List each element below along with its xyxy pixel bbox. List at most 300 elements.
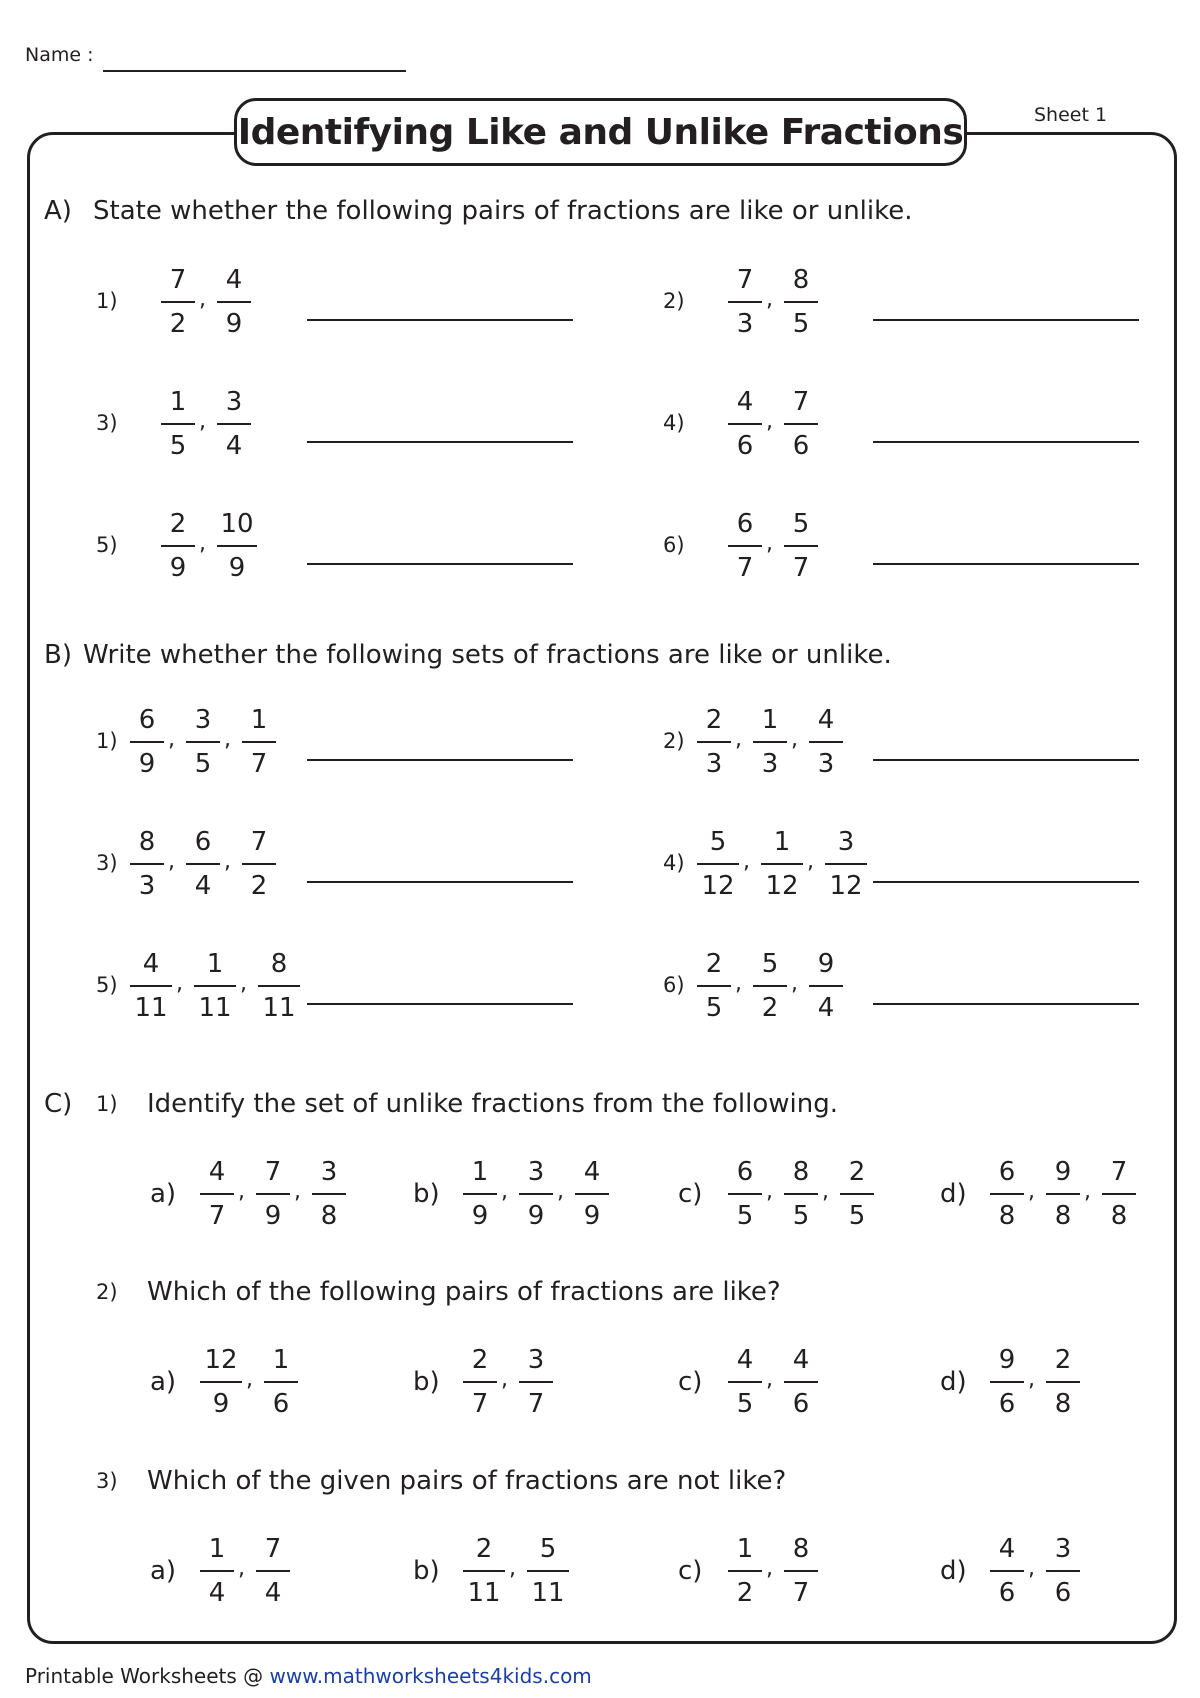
question-number: 1) <box>96 729 118 753</box>
fraction-bar <box>242 741 276 743</box>
comma: , <box>557 1179 564 1204</box>
denominator: 4 <box>194 871 212 901</box>
fraction-bar <box>809 741 843 743</box>
comma: , <box>1028 1179 1035 1204</box>
fraction <box>784 1157 818 1231</box>
fraction-bar <box>784 301 818 303</box>
comma: , <box>168 849 175 874</box>
denominator: 7 <box>208 1201 226 1231</box>
fraction-bar <box>200 1570 234 1572</box>
fraction <box>753 705 787 779</box>
denominator: 9 <box>212 1389 230 1419</box>
numerator: 1 <box>272 1345 290 1375</box>
footer <box>25 1664 592 1688</box>
fraction <box>1046 1157 1080 1231</box>
denominator: 3 <box>761 749 779 779</box>
comma: , <box>791 727 798 752</box>
numerator: 3 <box>837 827 855 857</box>
option-letter[interactable]: a) <box>150 1367 177 1397</box>
numerator: 4 <box>736 387 754 417</box>
comma: , <box>766 1556 773 1581</box>
fraction <box>527 1534 569 1608</box>
denominator: 8 <box>1054 1201 1072 1231</box>
numerator: 7 <box>792 387 810 417</box>
name-field[interactable] <box>103 70 406 72</box>
denominator: 7 <box>527 1389 545 1419</box>
fraction <box>753 949 787 1023</box>
option-letter[interactable]: d) <box>940 1556 967 1586</box>
numerator: 10 <box>220 509 254 539</box>
numerator: 1 <box>773 827 791 857</box>
fraction-bar <box>527 1570 569 1572</box>
numerator: 6 <box>736 1157 754 1187</box>
answer-line[interactable] <box>307 563 573 565</box>
numerator: 8 <box>270 949 288 979</box>
denominator: 5 <box>705 993 723 1023</box>
numerator: 6 <box>736 509 754 539</box>
denominator: 3 <box>817 749 835 779</box>
fraction-bar <box>217 545 257 547</box>
fraction <box>809 705 843 779</box>
numerator: 1 <box>250 705 268 735</box>
answer-line[interactable] <box>307 759 573 761</box>
fraction <box>186 705 220 779</box>
numerator: 8 <box>792 1157 810 1187</box>
numerator: 3 <box>320 1157 338 1187</box>
fraction <box>194 949 236 1023</box>
fraction <box>161 265 195 339</box>
answer-line[interactable] <box>873 759 1139 761</box>
numerator: 4 <box>225 265 243 295</box>
denominator: 6 <box>998 1578 1016 1608</box>
numerator: 7 <box>169 265 187 295</box>
fraction-bar <box>200 1193 234 1195</box>
comma: , <box>766 409 773 434</box>
fraction <box>217 265 251 339</box>
fraction <box>200 1534 234 1608</box>
fraction-bar <box>256 1193 290 1195</box>
denominator: 2 <box>761 993 779 1023</box>
fraction <box>809 949 843 1023</box>
denominator: 4 <box>817 993 835 1023</box>
fraction-bar <box>1046 1193 1080 1195</box>
denominator: 4 <box>225 431 243 461</box>
option-letter[interactable]: c) <box>678 1367 703 1397</box>
numerator: 4 <box>208 1157 226 1187</box>
denominator: 3 <box>705 749 723 779</box>
numerator: 4 <box>583 1157 601 1187</box>
numerator: 7 <box>264 1157 282 1187</box>
fraction <box>463 1345 497 1419</box>
question-number: 2) <box>663 289 685 313</box>
numerator: 3 <box>1054 1534 1072 1564</box>
fraction-bar <box>463 1570 505 1572</box>
fraction-bar <box>840 1193 874 1195</box>
answer-line[interactable] <box>873 1003 1139 1005</box>
denominator: 11 <box>531 1578 565 1608</box>
numerator: 9 <box>817 949 835 979</box>
option-letter[interactable]: b) <box>413 1179 440 1209</box>
numerator: 4 <box>998 1534 1016 1564</box>
fraction-bar <box>519 1193 553 1195</box>
fraction-bar <box>200 1381 242 1383</box>
fraction-bar <box>217 301 251 303</box>
fraction-bar <box>697 741 731 743</box>
footer-link[interactable]: www.mathworksheets4kids.com <box>269 1664 592 1688</box>
numerator: 7 <box>250 827 268 857</box>
denominator: 9 <box>264 1201 282 1231</box>
numerator: 8 <box>138 827 156 857</box>
numerator: 1 <box>736 1534 754 1564</box>
comma: , <box>199 287 206 312</box>
answer-line[interactable] <box>873 319 1139 321</box>
answer-line[interactable] <box>873 441 1139 443</box>
comma: , <box>766 1179 773 1204</box>
denominator: 9 <box>138 749 156 779</box>
comma: , <box>766 1367 773 1392</box>
option-letter[interactable]: d) <box>940 1367 967 1397</box>
option-letter[interactable]: a) <box>150 1556 177 1586</box>
numerator: 6 <box>998 1157 1016 1187</box>
fraction-bar <box>784 1381 818 1383</box>
footer-prefix: Printable Worksheets @ <box>25 1664 270 1688</box>
page-title: Identifying Like and Unlike Fractions <box>234 98 967 166</box>
denominator: 5 <box>736 1389 754 1419</box>
fraction <box>1046 1345 1080 1419</box>
numerator: 5 <box>761 949 779 979</box>
numerator: 9 <box>998 1345 1016 1375</box>
name-label: Name : <box>25 44 94 66</box>
fraction-bar <box>728 1381 762 1383</box>
comma: , <box>238 1556 245 1581</box>
numerator: 2 <box>705 705 723 735</box>
fraction <box>463 1157 497 1231</box>
denominator: 9 <box>527 1201 545 1231</box>
fraction-bar <box>728 1193 762 1195</box>
fraction-bar <box>1046 1381 1080 1383</box>
fraction <box>130 705 164 779</box>
denominator: 5 <box>792 309 810 339</box>
fraction-bar <box>463 1193 497 1195</box>
fraction <box>825 827 867 901</box>
question-number: 5) <box>96 533 118 557</box>
denominator: 8 <box>1054 1389 1072 1419</box>
answer-line[interactable] <box>307 319 573 321</box>
question-number: 4) <box>663 851 685 875</box>
comma: , <box>766 287 773 312</box>
denominator: 7 <box>250 749 268 779</box>
fraction-bar <box>194 985 236 987</box>
comma: , <box>168 727 175 752</box>
denominator: 7 <box>471 1389 489 1419</box>
numerator: 6 <box>194 827 212 857</box>
fraction-bar <box>697 985 731 987</box>
fraction <box>1102 1157 1136 1231</box>
denominator: 7 <box>792 553 810 583</box>
numerator: 12 <box>204 1345 238 1375</box>
fraction <box>161 387 195 461</box>
denominator: 9 <box>471 1201 489 1231</box>
fraction-bar <box>784 423 818 425</box>
answer-line[interactable] <box>307 881 573 883</box>
fraction-bar <box>990 1381 1024 1383</box>
fraction <box>990 1534 1024 1608</box>
fraction <box>130 827 164 901</box>
fraction <box>264 1345 298 1419</box>
denominator: 9 <box>228 553 246 583</box>
section-a-label: A) <box>44 196 72 226</box>
comma: , <box>1084 1179 1091 1204</box>
fraction <box>784 387 818 461</box>
denominator: 12 <box>701 871 735 901</box>
fraction-bar <box>186 741 220 743</box>
question-number: 4) <box>663 411 685 435</box>
numerator: 7 <box>1110 1157 1128 1187</box>
comma: , <box>822 1179 829 1204</box>
denominator: 7 <box>736 553 754 583</box>
comma: , <box>501 1179 508 1204</box>
fraction-bar <box>312 1193 346 1195</box>
section-b-instruction: Write whether the following sets of fractions are like or unlike. <box>83 640 892 670</box>
numerator: 8 <box>792 1534 810 1564</box>
denominator: 6 <box>998 1389 1016 1419</box>
denominator: 6 <box>792 1389 810 1419</box>
fraction <box>784 509 818 583</box>
fraction <box>990 1157 1024 1231</box>
fraction-bar <box>130 741 164 743</box>
section-a-instruction: State whether the following pairs of fractions are like or unlike. <box>93 196 913 226</box>
fraction-bar <box>186 863 220 865</box>
numerator: 4 <box>736 1345 754 1375</box>
denominator: 4 <box>208 1578 226 1608</box>
fraction <box>697 949 731 1023</box>
fraction-bar <box>728 1570 762 1572</box>
answer-line[interactable] <box>307 441 573 443</box>
fraction-bar <box>809 985 843 987</box>
fraction-bar <box>258 985 300 987</box>
fraction-bar <box>242 863 276 865</box>
fraction <box>728 1157 762 1231</box>
fraction <box>217 509 257 583</box>
option-letter[interactable]: b) <box>413 1367 440 1397</box>
numerator: 4 <box>142 949 160 979</box>
question-number: 3) <box>96 1469 118 1493</box>
fraction <box>200 1345 242 1419</box>
numerator: 3 <box>527 1345 545 1375</box>
comma: , <box>735 727 742 752</box>
denominator: 12 <box>829 871 863 901</box>
denominator: 3 <box>138 871 156 901</box>
fraction <box>242 705 276 779</box>
fraction-bar <box>990 1193 1024 1195</box>
fraction <box>217 387 251 461</box>
fraction-bar <box>463 1381 497 1383</box>
numerator: 9 <box>1054 1157 1072 1187</box>
fraction <box>784 1345 818 1419</box>
fraction <box>258 949 300 1023</box>
section-b-label: B) <box>44 640 72 670</box>
numerator: 7 <box>736 265 754 295</box>
comma: , <box>199 409 206 434</box>
fraction-bar <box>575 1193 609 1195</box>
denominator: 5 <box>736 1201 754 1231</box>
question-number: 1) <box>96 1092 118 1116</box>
numerator: 8 <box>792 265 810 295</box>
fraction <box>697 827 739 901</box>
fraction-bar <box>217 423 251 425</box>
answer-line[interactable] <box>873 563 1139 565</box>
fraction-bar <box>1046 1570 1080 1572</box>
fraction-bar <box>256 1570 290 1572</box>
numerator: 1 <box>761 705 779 735</box>
comma: , <box>766 531 773 556</box>
fraction-bar <box>697 863 739 865</box>
comma: , <box>1028 1556 1035 1581</box>
fraction-bar <box>728 423 762 425</box>
fraction <box>200 1157 234 1231</box>
fraction-bar <box>728 301 762 303</box>
fraction <box>761 827 803 901</box>
fraction-bar <box>753 985 787 987</box>
question-text: Which of the given pairs of fractions are not like? <box>147 1466 787 1496</box>
question-number: 1) <box>96 289 118 313</box>
numerator: 2 <box>1054 1345 1072 1375</box>
question-number: 3) <box>96 411 118 435</box>
denominator: 4 <box>264 1578 282 1608</box>
denominator: 12 <box>765 871 799 901</box>
fraction <box>728 265 762 339</box>
answer-line[interactable] <box>307 1003 573 1005</box>
denominator: 11 <box>467 1578 501 1608</box>
fraction <box>728 509 762 583</box>
denominator: 2 <box>736 1578 754 1608</box>
numerator: 2 <box>475 1534 493 1564</box>
question-number: 6) <box>663 973 685 997</box>
numerator: 2 <box>705 949 723 979</box>
comma: , <box>735 971 742 996</box>
numerator: 5 <box>792 509 810 539</box>
denominator: 7 <box>792 1578 810 1608</box>
denominator: 6 <box>272 1389 290 1419</box>
section-c-label: C) <box>44 1089 73 1119</box>
numerator: 3 <box>225 387 243 417</box>
numerator: 2 <box>848 1157 866 1187</box>
numerator: 4 <box>817 705 835 735</box>
denominator: 6 <box>1054 1578 1072 1608</box>
numerator: 1 <box>471 1157 489 1187</box>
denominator: 5 <box>194 749 212 779</box>
fraction-bar <box>161 545 195 547</box>
denominator: 11 <box>198 993 232 1023</box>
fraction <box>728 387 762 461</box>
fraction <box>519 1345 553 1419</box>
denominator: 11 <box>262 993 296 1023</box>
numerator: 3 <box>194 705 212 735</box>
fraction <box>519 1157 553 1231</box>
question-number: 6) <box>663 533 685 557</box>
fraction-bar <box>1102 1193 1136 1195</box>
fraction-bar <box>761 863 803 865</box>
denominator: 9 <box>583 1201 601 1231</box>
fraction-bar <box>728 545 762 547</box>
fraction-bar <box>161 423 195 425</box>
fraction <box>312 1157 346 1231</box>
fraction <box>697 705 731 779</box>
option-letter[interactable]: a) <box>150 1179 177 1209</box>
comma: , <box>807 849 814 874</box>
denominator: 9 <box>225 309 243 339</box>
comma: , <box>224 849 231 874</box>
option-letter[interactable]: d) <box>940 1179 967 1209</box>
denominator: 2 <box>169 309 187 339</box>
numerator: 3 <box>527 1157 545 1187</box>
denominator: 5 <box>792 1201 810 1231</box>
fraction <box>840 1157 874 1231</box>
comma: , <box>238 1179 245 1204</box>
fraction <box>130 949 172 1023</box>
question-number: 2) <box>663 729 685 753</box>
fraction-bar <box>753 741 787 743</box>
comma: , <box>501 1367 508 1392</box>
option-letter[interactable]: c) <box>678 1556 703 1586</box>
option-letter[interactable]: c) <box>678 1179 703 1209</box>
comma: , <box>294 1179 301 1204</box>
comma: , <box>176 971 183 996</box>
numerator: 1 <box>208 1534 226 1564</box>
question-number: 2) <box>96 1280 118 1304</box>
denominator: 3 <box>736 309 754 339</box>
numerator: 2 <box>169 509 187 539</box>
denominator: 8 <box>320 1201 338 1231</box>
denominator: 2 <box>250 871 268 901</box>
comma: , <box>509 1556 516 1581</box>
denominator: 9 <box>169 553 187 583</box>
fraction-bar <box>130 863 164 865</box>
comma: , <box>199 531 206 556</box>
fraction-bar <box>784 545 818 547</box>
comma: , <box>743 849 750 874</box>
denominator: 5 <box>169 431 187 461</box>
fraction-bar <box>784 1193 818 1195</box>
fraction <box>728 1345 762 1419</box>
fraction <box>784 1534 818 1608</box>
fraction <box>728 1534 762 1608</box>
fraction <box>784 265 818 339</box>
fraction-bar <box>990 1570 1024 1572</box>
denominator: 8 <box>1110 1201 1128 1231</box>
question-number: 5) <box>96 973 118 997</box>
fraction <box>256 1534 290 1608</box>
option-letter[interactable]: b) <box>413 1556 440 1586</box>
fraction-bar <box>264 1381 298 1383</box>
numerator: 1 <box>206 949 224 979</box>
fraction <box>161 509 195 583</box>
comma: , <box>224 727 231 752</box>
fraction-bar <box>130 985 172 987</box>
comma: , <box>791 971 798 996</box>
numerator: 7 <box>264 1534 282 1564</box>
denominator: 5 <box>848 1201 866 1231</box>
comma: , <box>240 971 247 996</box>
denominator: 6 <box>792 431 810 461</box>
comma: , <box>1028 1367 1035 1392</box>
fraction-bar <box>161 301 195 303</box>
answer-line[interactable] <box>873 881 1139 883</box>
denominator: 11 <box>134 993 168 1023</box>
fraction <box>256 1157 290 1231</box>
numerator: 1 <box>169 387 187 417</box>
fraction-bar <box>825 863 867 865</box>
